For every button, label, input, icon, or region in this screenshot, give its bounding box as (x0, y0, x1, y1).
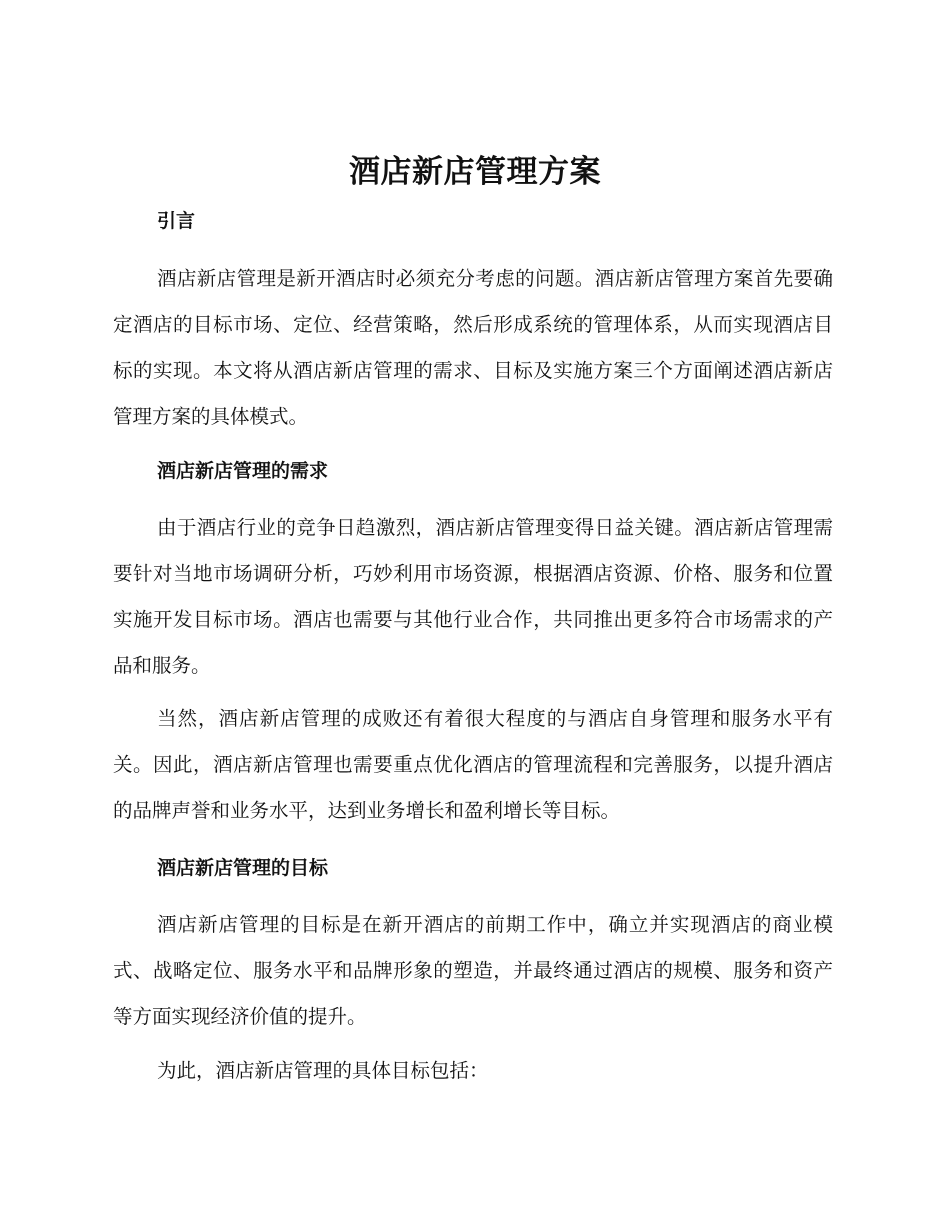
paragraph-goals-2: 为此，酒店新店管理的具体目标包括： (157, 1059, 489, 1082)
document-title: 酒店新店管理方案 (349, 154, 601, 190)
section-heading-intro: 引言 (157, 210, 196, 232)
paragraph-needs-1: 由于酒店行业的竞争日趋激烈，酒店新店管理变得日益关键。酒店新店管理需要针对当地市场调研分析，巧妙利用市场资源，根据酒店资源、价格、服务和位置实施开发目标市场。酒店也需要与其他行业合作，共同推出更多符合市场需求的产品和服务。 (113, 516, 833, 677)
paragraph-intro: 酒店新店管理是新开酒店时必须充分考虑的问题。酒店新店管理方案首先要确定酒店的目标市场、定位、经营策略，然后形成系统的管理体系，从而实现酒店目标的实现。本文将从酒店新店管理的需求、目标及实施方案三个方面阐述酒店新店管理方案的具体模式。 (113, 267, 833, 428)
paragraph-needs-2: 当然，酒店新店管理的成败还有着很大程度的与酒店自身管理和服务水平有关。因此，酒店新店管理也需要重点优化酒店的管理流程和完善服务，以提升酒店的品牌声誉和业务水平，达到业务增长和盈利增长等目标。 (113, 707, 833, 822)
paragraph-goals-1: 酒店新店管理的目标是在新开酒店的前期工作中，确立并实现酒店的商业模式、战略定位、服务水平和品牌形象的塑造，并最终通过酒店的规模、服务和资产等方面实现经济价值的提升。 (113, 913, 833, 1028)
section-heading-needs: 酒店新店管理的需求 (157, 460, 329, 482)
section-heading-goals: 酒店新店管理的目标 (157, 857, 329, 879)
